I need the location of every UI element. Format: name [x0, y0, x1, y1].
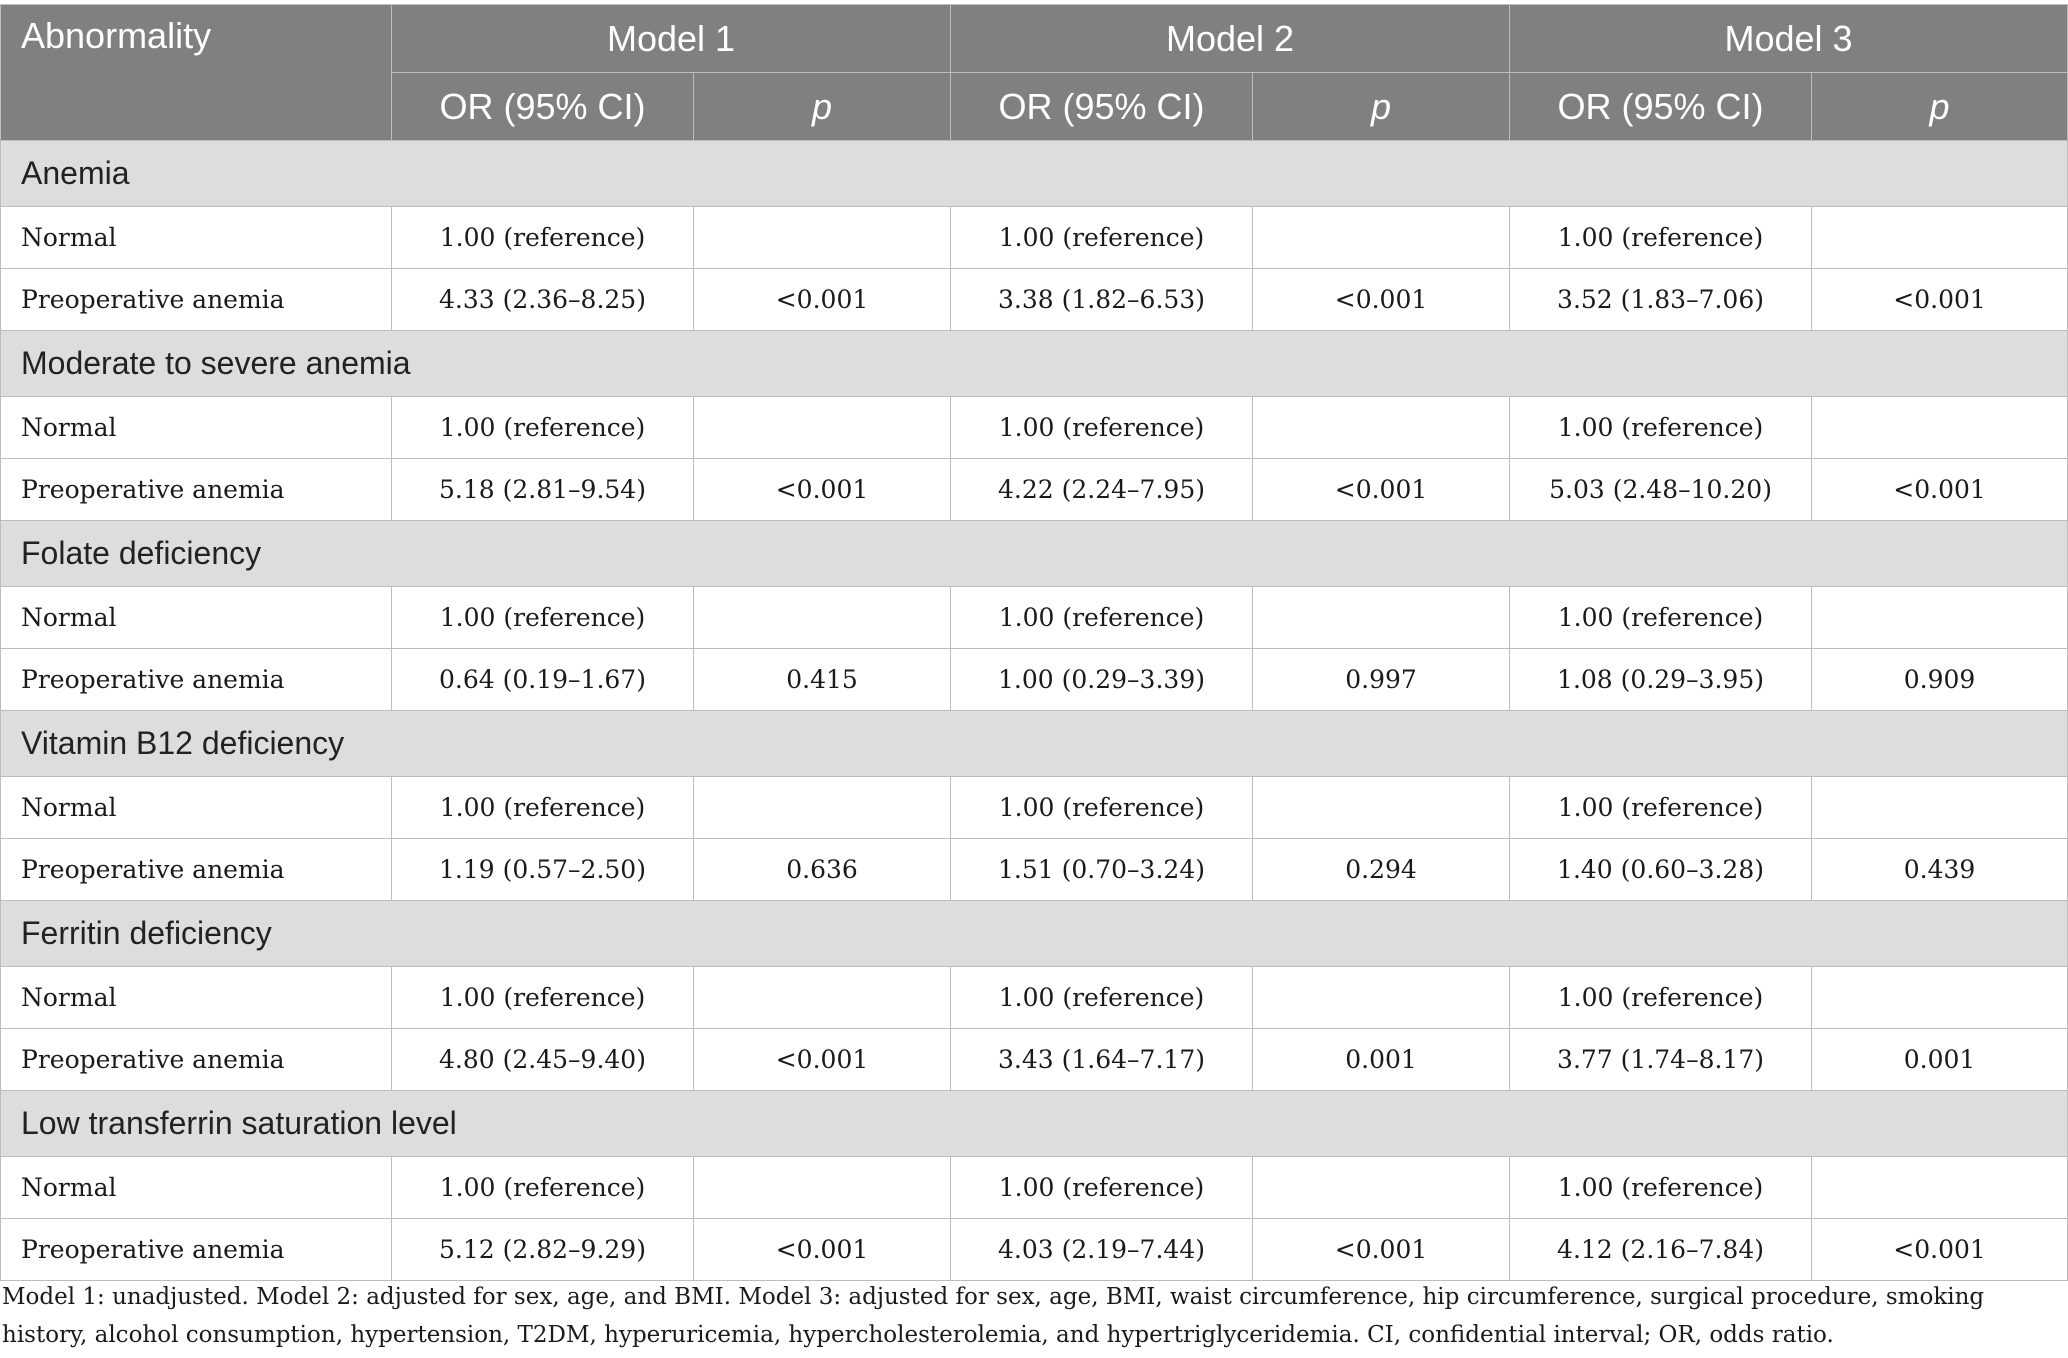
row-label: Normal	[1, 967, 392, 1029]
model-3-header: Model 3	[1510, 5, 2068, 73]
or-ci-cell: 4.33 (2.36–8.25)	[392, 269, 694, 331]
row-label: Normal	[1, 587, 392, 649]
or-ci-header: OR (95% CI)	[951, 73, 1253, 141]
p-value-cell: <0.001	[1253, 269, 1510, 331]
p-value-cell: <0.001	[694, 459, 951, 521]
table-row	[1, 1029, 2068, 1091]
p-value-cell	[1812, 587, 2068, 649]
or-ci-cell: 1.00 (reference)	[392, 587, 694, 649]
abnormality-header: Abnormality	[1, 5, 392, 141]
or-ci-cell: 1.00 (reference)	[392, 967, 694, 1029]
or-ci-cell: 3.38 (1.82–6.53)	[951, 269, 1253, 331]
or-ci-cell: 1.00 (reference)	[392, 397, 694, 459]
or-ci-cell: 1.00 (reference)	[392, 207, 694, 269]
p-value-cell	[694, 1157, 951, 1219]
row-label: Normal	[1, 1157, 392, 1219]
table-row	[1, 269, 2068, 331]
row-label: Preoperative anemia	[1, 839, 392, 901]
results-table	[0, 4, 2068, 1281]
or-ci-cell: 1.08 (0.29–3.95)	[1510, 649, 1812, 711]
group-row	[1, 711, 2068, 777]
or-ci-cell: 5.03 (2.48–10.20)	[1510, 459, 1812, 521]
p-value-cell: 0.439	[1812, 839, 2068, 901]
table-header	[1, 5, 2068, 141]
or-ci-header: OR (95% CI)	[392, 73, 694, 141]
group-row	[1, 901, 2068, 967]
or-ci-cell: 1.00 (reference)	[951, 397, 1253, 459]
or-ci-cell: 3.52 (1.83–7.06)	[1510, 269, 1812, 331]
or-ci-cell: 1.51 (0.70–3.24)	[951, 839, 1253, 901]
or-ci-header: OR (95% CI)	[1510, 73, 1812, 141]
or-ci-cell: 5.18 (2.81–9.54)	[392, 459, 694, 521]
group-title: Ferritin deficiency	[1, 901, 2068, 967]
p-value-cell	[694, 777, 951, 839]
model-2-header: Model 2	[951, 5, 1510, 73]
row-label: Preoperative anemia	[1, 1029, 392, 1091]
or-ci-cell: 1.40 (0.60–3.28)	[1510, 839, 1812, 901]
p-value-cell	[1812, 777, 2068, 839]
p-value-cell: 0.909	[1812, 649, 2068, 711]
p-value-header: p	[694, 73, 951, 141]
or-ci-cell: 1.00 (reference)	[392, 1157, 694, 1219]
table-row	[1, 777, 2068, 839]
header-row-models	[1, 5, 2068, 73]
or-ci-cell: 1.00 (reference)	[392, 777, 694, 839]
or-ci-cell: 1.00 (reference)	[951, 1157, 1253, 1219]
or-ci-cell: 4.12 (2.16–7.84)	[1510, 1219, 1812, 1281]
p-value-cell	[694, 207, 951, 269]
group-title: Low transferrin saturation level	[1, 1091, 2068, 1157]
p-value-header: p	[1812, 73, 2068, 141]
p-value-cell: <0.001	[1253, 1219, 1510, 1281]
p-value-cell: <0.001	[1812, 1219, 2068, 1281]
p-value-cell	[1253, 207, 1510, 269]
or-ci-cell: 1.00 (reference)	[951, 207, 1253, 269]
group-title: Folate deficiency	[1, 521, 2068, 587]
table-row	[1, 649, 2068, 711]
p-value-cell	[1812, 207, 2068, 269]
row-label: Preoperative anemia	[1, 269, 392, 331]
or-ci-cell: 4.80 (2.45–9.40)	[392, 1029, 694, 1091]
p-value-cell	[1253, 967, 1510, 1029]
p-value-cell	[694, 967, 951, 1029]
p-value-cell: 0.001	[1812, 1029, 2068, 1091]
or-ci-cell: 1.00 (reference)	[1510, 1157, 1812, 1219]
p-value-cell: 0.997	[1253, 649, 1510, 711]
group-row	[1, 521, 2068, 587]
row-label: Normal	[1, 207, 392, 269]
p-value-cell: 0.636	[694, 839, 951, 901]
p-value-cell: 0.001	[1253, 1029, 1510, 1091]
p-value-cell	[1253, 587, 1510, 649]
row-label: Preoperative anemia	[1, 649, 392, 711]
row-label: Normal	[1, 397, 392, 459]
table-row	[1, 397, 2068, 459]
group-title: Anemia	[1, 141, 2068, 207]
p-value-cell	[694, 587, 951, 649]
p-value-cell: 0.415	[694, 649, 951, 711]
p-value-cell: <0.001	[694, 269, 951, 331]
or-ci-cell: 1.00 (reference)	[1510, 587, 1812, 649]
or-ci-cell: 1.19 (0.57–2.50)	[392, 839, 694, 901]
p-value-cell	[1253, 777, 1510, 839]
or-ci-cell: 4.22 (2.24–7.95)	[951, 459, 1253, 521]
p-value-cell	[694, 397, 951, 459]
group-row	[1, 141, 2068, 207]
p-value-cell: <0.001	[694, 1219, 951, 1281]
model-1-header: Model 1	[392, 5, 951, 73]
or-ci-cell: 5.12 (2.82–9.29)	[392, 1219, 694, 1281]
p-value-cell	[1812, 397, 2068, 459]
row-label: Preoperative anemia	[1, 459, 392, 521]
table-row	[1, 207, 2068, 269]
table-body	[1, 141, 2068, 1281]
or-ci-cell: 3.77 (1.74–8.17)	[1510, 1029, 1812, 1091]
table-container	[0, 4, 2068, 1281]
p-value-cell	[1812, 1157, 2068, 1219]
or-ci-cell: 1.00 (reference)	[1510, 207, 1812, 269]
table-footnote: Model 1: unadjusted. Model 2: adjusted for sex, age, and BMI. Model 3: adjusted for sex, age, BMI, waist circumference, hip circumference, surgical procedure, smoking history, alcohol consumption, hypertension, T2DM, hyperuricemia, hypercholesterolemia, and hypertriglyceridemia. CI, confidential interval; OR, odds ratio.	[2, 1284, 1985, 1348]
p-value-cell: <0.001	[1812, 269, 2068, 331]
p-value-cell: <0.001	[1812, 459, 2068, 521]
table-row	[1, 839, 2068, 901]
row-label: Normal	[1, 777, 392, 839]
or-ci-cell: 1.00 (0.29–3.39)	[951, 649, 1253, 711]
group-row	[1, 1091, 2068, 1157]
or-ci-cell: 0.64 (0.19–1.67)	[392, 649, 694, 711]
or-ci-cell: 3.43 (1.64–7.17)	[951, 1029, 1253, 1091]
p-value-cell: 0.294	[1253, 839, 1510, 901]
or-ci-cell: 1.00 (reference)	[951, 587, 1253, 649]
p-value-header: p	[1253, 73, 1510, 141]
row-label: Preoperative anemia	[1, 1219, 392, 1281]
or-ci-cell: 1.00 (reference)	[1510, 777, 1812, 839]
table-row	[1, 587, 2068, 649]
or-ci-cell: 4.03 (2.19–7.44)	[951, 1219, 1253, 1281]
or-ci-cell: 1.00 (reference)	[951, 777, 1253, 839]
or-ci-cell: 1.00 (reference)	[951, 967, 1253, 1029]
p-value-cell: <0.001	[694, 1029, 951, 1091]
or-ci-cell: 1.00 (reference)	[1510, 967, 1812, 1029]
p-value-cell	[1253, 1157, 1510, 1219]
table-row	[1, 967, 2068, 1029]
p-value-cell: <0.001	[1253, 459, 1510, 521]
group-row	[1, 331, 2068, 397]
table-row	[1, 1157, 2068, 1219]
p-value-cell	[1812, 967, 2068, 1029]
group-title: Moderate to severe anemia	[1, 331, 2068, 397]
p-value-cell	[1253, 397, 1510, 459]
table-row	[1, 459, 2068, 521]
table-row	[1, 1219, 2068, 1281]
or-ci-cell: 1.00 (reference)	[1510, 397, 1812, 459]
group-title: Vitamin B12 deficiency	[1, 711, 2068, 777]
